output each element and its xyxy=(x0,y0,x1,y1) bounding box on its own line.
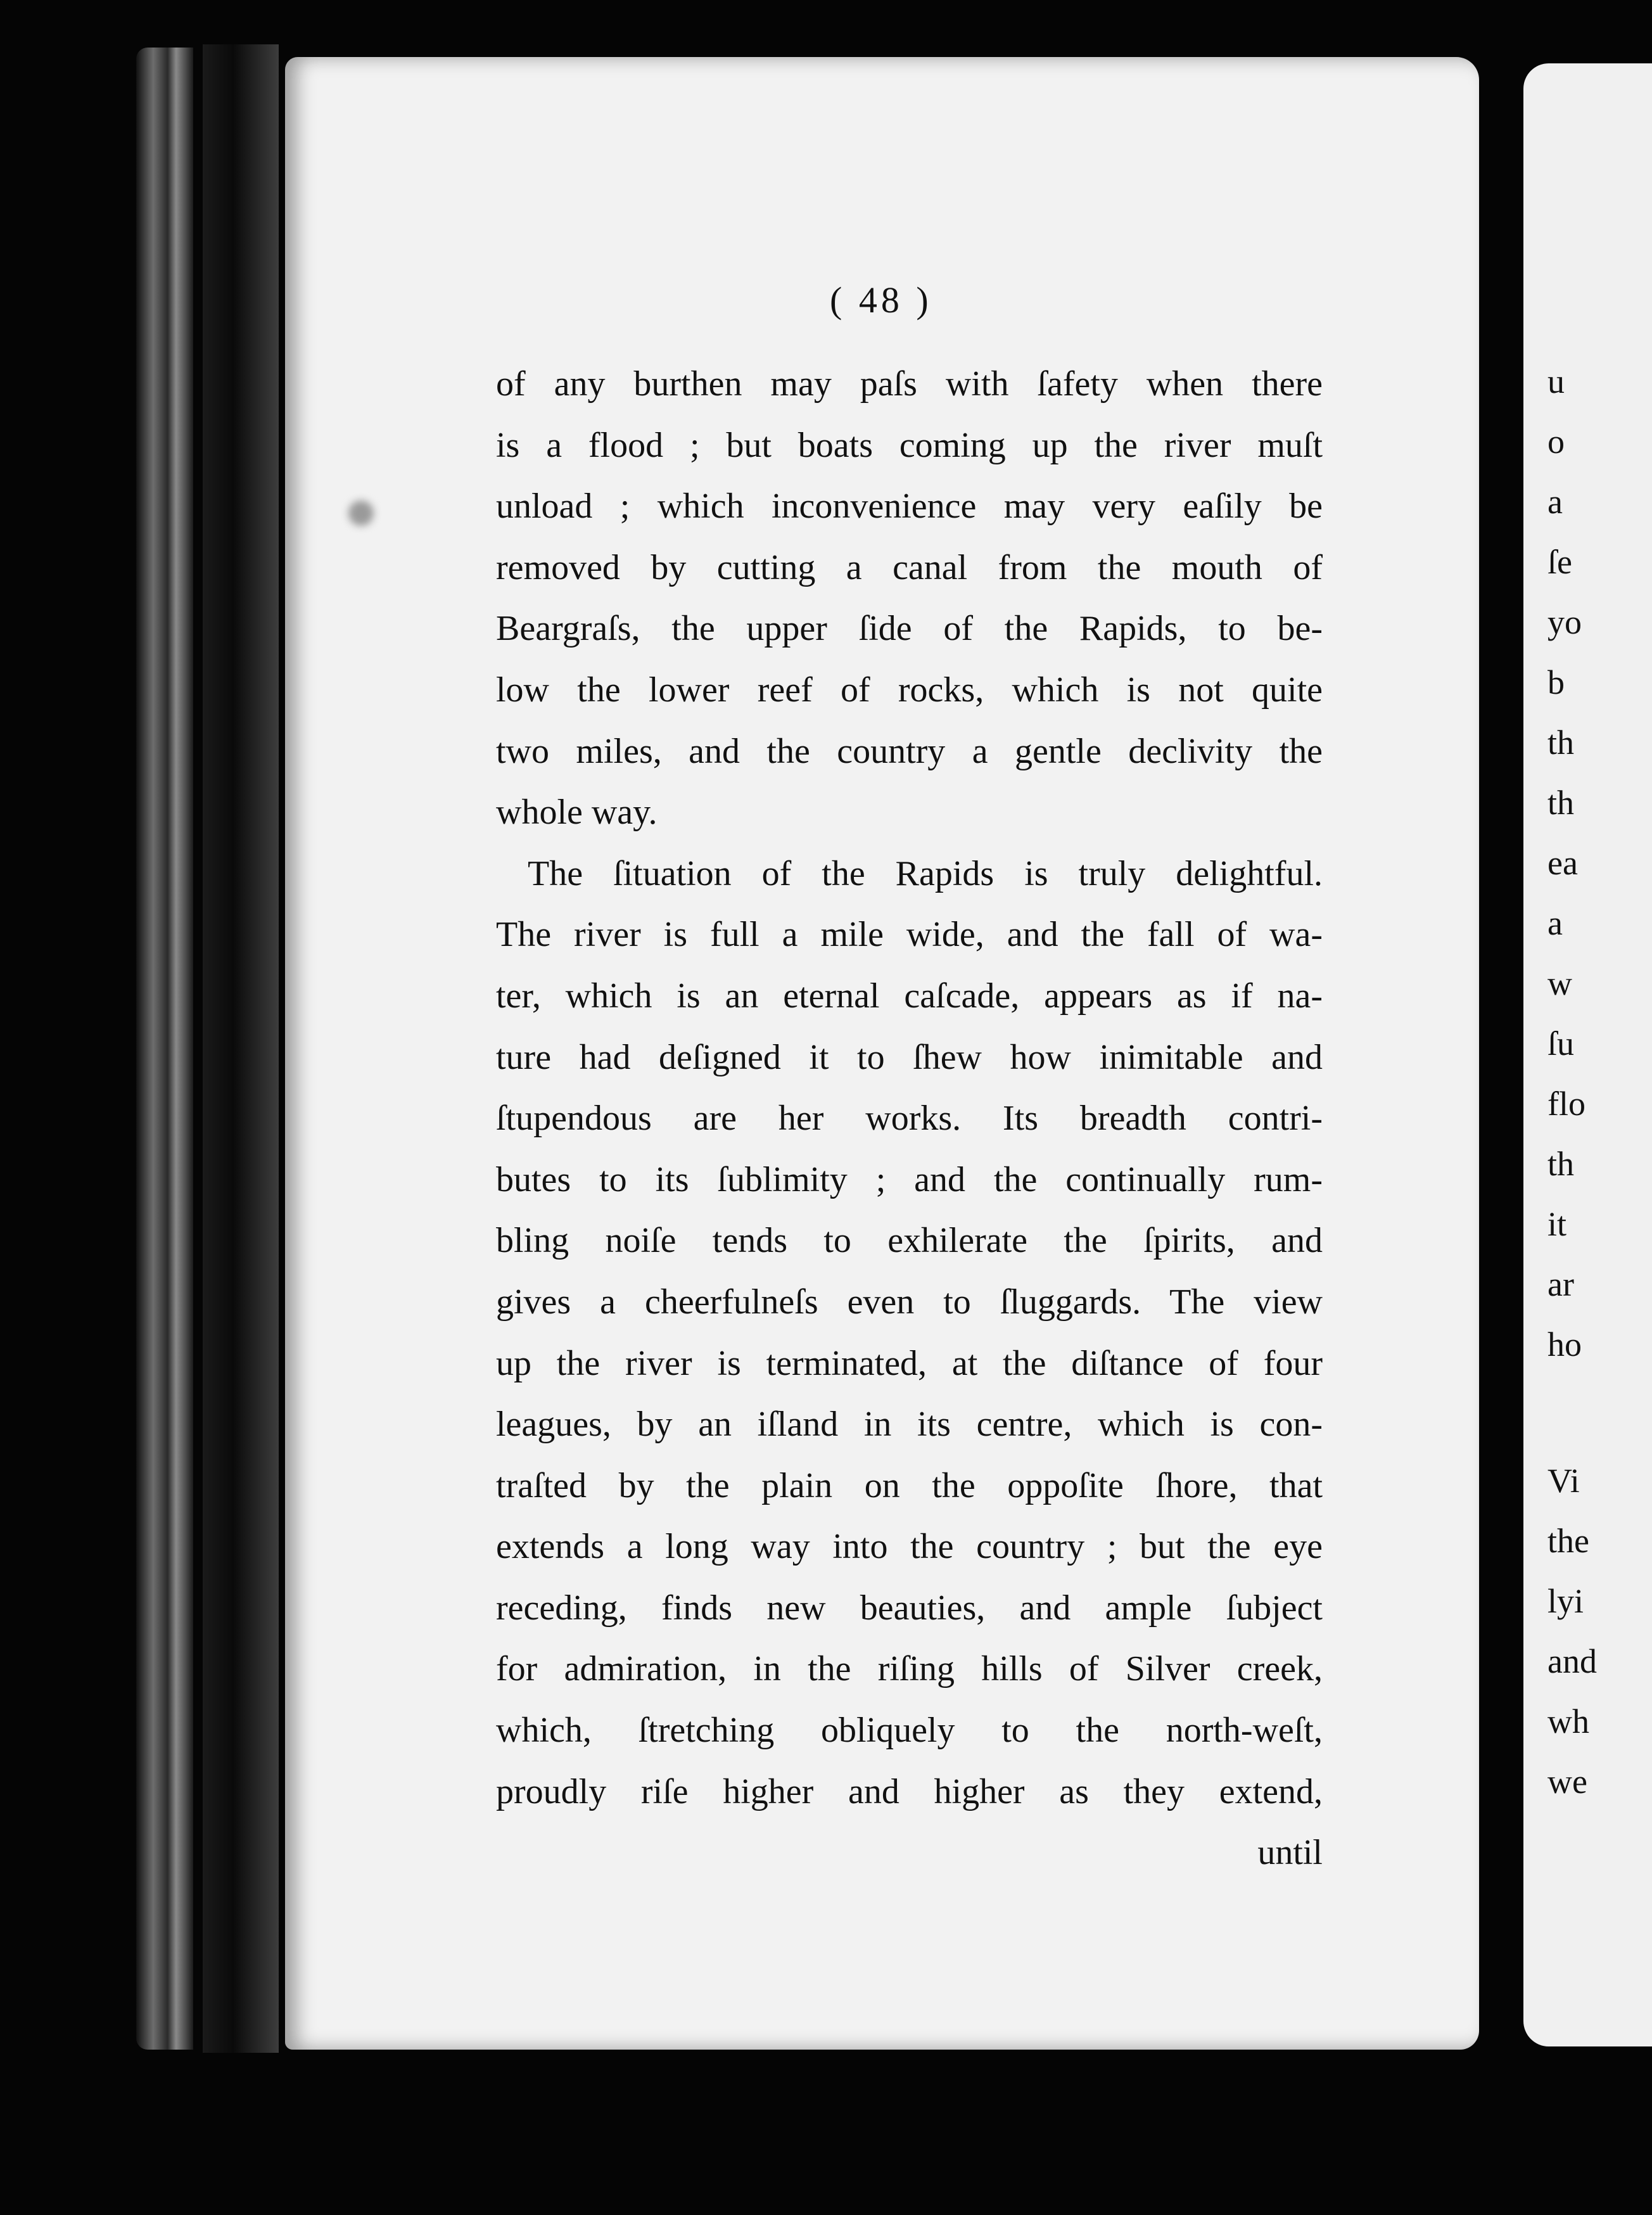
text-line: proudly riſe higher and higher as they extend, xyxy=(496,1771,1323,1811)
left-page-edge xyxy=(136,48,193,2050)
facing-page-text-fragment: yo xyxy=(1547,603,1582,641)
text-line: two miles, and the country a gentle declivity the xyxy=(496,731,1323,771)
facing-page-text-fragment: ſe xyxy=(1547,543,1572,581)
text-line: traſted by the plain on the oppoſite ſhore, that xyxy=(496,1465,1323,1505)
text-line: of any burthen may paſs with ſafety when there xyxy=(496,364,1323,404)
text-line: Beargraſs, the upper ſide of the Rapids, to be- xyxy=(496,609,1323,649)
text-line: The ſituation of the Rapids is truly delightful. xyxy=(528,853,1323,893)
facing-page-text-fragment: wh xyxy=(1547,1702,1589,1740)
text-line: leagues, by an iſland in its centre, which is con- xyxy=(496,1405,1323,1445)
paper-stain xyxy=(348,501,374,526)
facing-page-text-fragment: we xyxy=(1547,1763,1587,1801)
text-line: which, ſtretching obliquely to the north-weſt, xyxy=(496,1711,1323,1751)
text-line: ſtupendous are her works. Its breadth contri- xyxy=(496,1099,1323,1139)
facing-page-text-fragment: Vi xyxy=(1547,1462,1580,1500)
facing-page-text-fragment: and xyxy=(1547,1642,1597,1680)
text-line: removed by cutting a canal from the mouth of xyxy=(496,547,1323,587)
facing-page-text-fragment: it xyxy=(1547,1205,1567,1243)
text-line: The river is full a mile wide, and the fall of wa- xyxy=(496,915,1323,955)
text-line: for admiration, in the riſing hills of Silver creek, xyxy=(496,1649,1323,1689)
facing-page-text-fragment: ar xyxy=(1547,1265,1574,1303)
text-line: gives a cheerfulneſs even to ſluggards. The view xyxy=(496,1282,1323,1322)
facing-page-text-fragment: the xyxy=(1547,1522,1589,1560)
facing-page-text-fragment: ho xyxy=(1547,1325,1582,1363)
facing-page-text-fragment: a xyxy=(1547,904,1563,942)
text-line: up the river is terminated, at the diſtance of four xyxy=(496,1343,1323,1383)
text-line: unload ; which inconvenience may very eaſily be xyxy=(496,487,1323,527)
binding-gutter xyxy=(203,44,279,2053)
facing-page-text-fragment: flo xyxy=(1547,1085,1585,1123)
text-line: whole way. xyxy=(496,793,658,833)
text-line: bling noiſe tends to exhilerate the ſpirits, and xyxy=(496,1221,1323,1261)
catchword: until xyxy=(1257,1833,1323,1873)
facing-page-text-fragment: th xyxy=(1547,724,1575,762)
facing-page-text-fragment: lyi xyxy=(1547,1582,1584,1620)
text-line: ter, which is an eternal caſcade, appears as if na- xyxy=(496,976,1323,1016)
facing-page-text-fragment: th xyxy=(1547,1145,1575,1183)
facing-page-text-fragment: ſu xyxy=(1547,1025,1575,1063)
facing-page-text-fragment: ea xyxy=(1547,844,1578,882)
facing-page-text-fragment: th xyxy=(1547,784,1575,822)
facing-page-text-fragment: u xyxy=(1547,362,1565,400)
facing-page-text-fragment: w xyxy=(1547,964,1572,1002)
text-line: receding, finds new beauties, and ample ſubject xyxy=(496,1588,1323,1628)
facing-page-text-fragment: a xyxy=(1547,483,1563,521)
body-text xyxy=(496,354,1323,1884)
text-line: extends a long way into the country ; but the eye xyxy=(496,1527,1323,1567)
text-line: low the lower reef of rocks, which is not quite xyxy=(496,670,1323,710)
facing-page-text-fragment: o xyxy=(1547,423,1565,461)
text-line: ture had deſigned it to ſhew how inimitable and xyxy=(496,1037,1323,1077)
page-number: ( 48 ) xyxy=(830,279,932,321)
facing-page-text-fragment: b xyxy=(1547,663,1565,701)
text-line: butes to its ſublimity ; and the continually rum- xyxy=(496,1159,1323,1199)
text-line: is a flood ; but boats coming up the river muſt xyxy=(496,425,1323,465)
facing-page-fragment xyxy=(1523,63,1652,2046)
